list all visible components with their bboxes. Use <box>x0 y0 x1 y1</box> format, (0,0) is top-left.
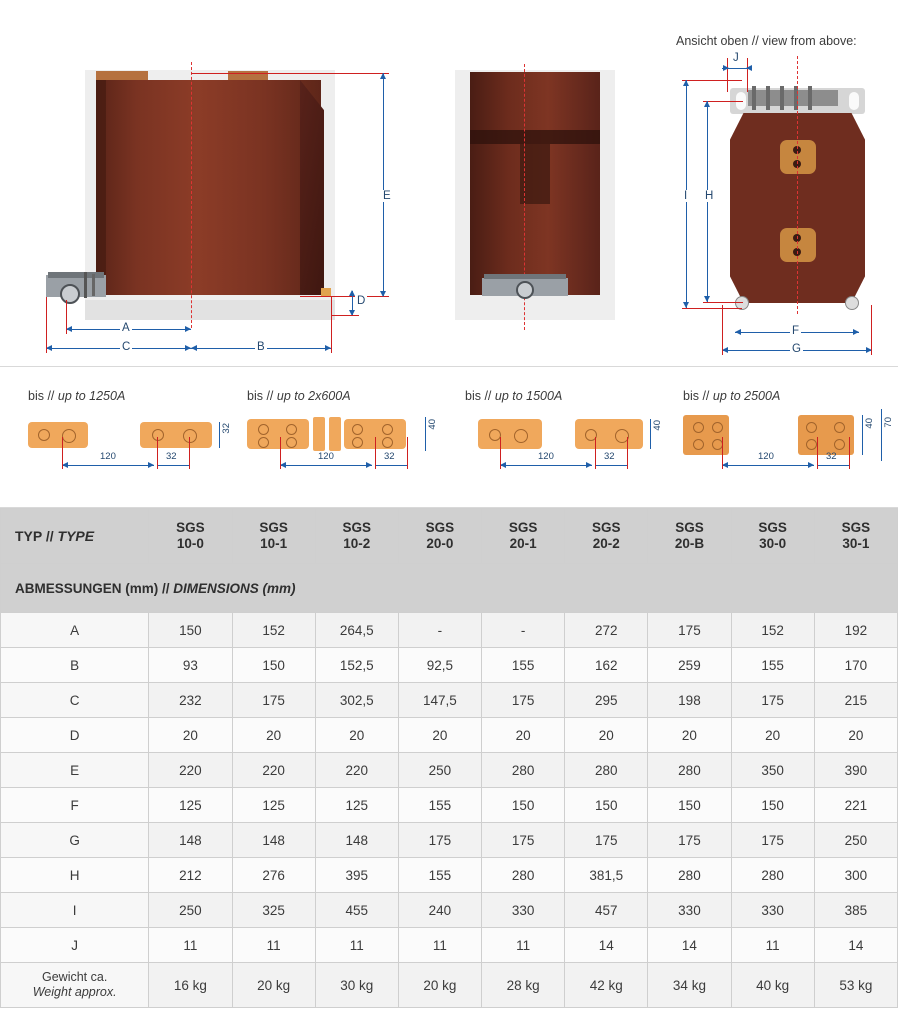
cell-B-6: 259 <box>648 648 731 683</box>
mounting-hole-icon <box>60 284 80 304</box>
row-label-E: E <box>1 753 149 788</box>
busbar-1-ext-1 <box>62 437 63 469</box>
terminal-pin-3 <box>780 86 784 110</box>
ext-line-J-left <box>727 58 728 92</box>
cell-G-7: 175 <box>731 823 814 858</box>
cell-I-6: 330 <box>648 893 731 928</box>
cell-E-6: 280 <box>648 753 731 788</box>
column-header-6: SGS 20-B <box>648 509 731 564</box>
cell-I-7: 330 <box>731 893 814 928</box>
cell-B-5: 162 <box>565 648 648 683</box>
busbar-4-dim-height2 <box>881 409 882 461</box>
cell-weight-1: 20 kg <box>232 963 315 1008</box>
cell-F-3: 155 <box>398 788 481 823</box>
cell-D-5: 20 <box>565 718 648 753</box>
busbar-2-lh1 <box>258 424 269 435</box>
cell-H-6: 280 <box>648 858 731 893</box>
cell-weight-5: 42 kg <box>565 963 648 1008</box>
cell-E-1: 220 <box>232 753 315 788</box>
base-detail-1 <box>84 272 87 298</box>
top-view-terminal-block <box>748 90 838 106</box>
busbar-1-right-hole2 <box>183 429 197 443</box>
arrow-E-down <box>380 291 386 297</box>
cell-A-4: - <box>482 613 565 648</box>
cell-J-0: 11 <box>149 928 232 963</box>
ext-line-B-right <box>331 297 332 353</box>
busbar-2-dim-height <box>425 417 426 451</box>
arrow-F-left <box>735 329 741 335</box>
cell-D-6: 20 <box>648 718 731 753</box>
busbar-3-left <box>478 419 542 449</box>
arrow-J-right <box>723 65 729 71</box>
table-row <box>1 683 898 718</box>
cell-weight-0: 16 kg <box>149 963 232 1008</box>
cell-I-3: 240 <box>398 893 481 928</box>
busbar-2-rh4 <box>382 437 393 448</box>
terminal-pin-2 <box>766 86 770 110</box>
busbar-2-dim-width <box>280 465 372 466</box>
busbar-2-spacer-1 <box>313 417 325 451</box>
busbar-4-lh3 <box>693 439 704 450</box>
dim-label-C: C <box>122 341 131 353</box>
dim-label-A: A <box>122 322 130 334</box>
busbar-title-2: bis // up to 2x600A <box>247 389 351 403</box>
cell-E-7: 350 <box>731 753 814 788</box>
cell-C-5: 295 <box>565 683 648 718</box>
busbar-2-lh2 <box>258 437 269 448</box>
table-row <box>1 893 898 928</box>
busbar-2-ext-1 <box>280 437 281 469</box>
cell-J-3: 11 <box>398 928 481 963</box>
cell-D-7: 20 <box>731 718 814 753</box>
busbar-4-dim-width <box>722 465 814 466</box>
busbar-1-height-label: 32 <box>221 423 232 434</box>
cell-C-1: 175 <box>232 683 315 718</box>
dim-label-B: B <box>257 341 265 353</box>
cell-C-2: 302,5 <box>315 683 398 718</box>
row-label-D: D <box>1 718 149 753</box>
cell-E-8: 390 <box>814 753 897 788</box>
cell-B-4: 155 <box>482 648 565 683</box>
row-label-B: B <box>1 648 149 683</box>
ext-line-G-left <box>722 305 723 355</box>
cell-E-3: 250 <box>398 753 481 788</box>
ext-line-I-top <box>682 80 742 81</box>
busbar-4-rh2 <box>834 422 845 433</box>
cell-B-0: 93 <box>149 648 232 683</box>
cell-I-2: 455 <box>315 893 398 928</box>
busbar-4-dim-height <box>862 415 863 455</box>
table-row <box>1 648 898 683</box>
busbar-2-spacer-2 <box>329 417 341 451</box>
cell-H-7: 280 <box>731 858 814 893</box>
busbar-4-ext-2 <box>817 437 818 469</box>
cell-B-8: 170 <box>814 648 897 683</box>
cell-F-1: 125 <box>232 788 315 823</box>
dim-label-I: I <box>684 190 688 202</box>
arrow-E-up <box>380 73 386 79</box>
busbar-2-spacing-label: 32 <box>384 451 395 462</box>
dim-label-D: D <box>357 295 366 307</box>
busbar-1-spacing-label: 32 <box>166 451 177 462</box>
cell-H-8: 300 <box>814 858 897 893</box>
busbar-1-dim-width <box>62 465 154 466</box>
dim-label-F: F <box>792 325 800 337</box>
cell-H-0: 212 <box>149 858 232 893</box>
busbar-3-ext-3 <box>627 437 628 469</box>
busbar-2-height-label: 40 <box>427 419 438 430</box>
column-header-4: SGS 20-1 <box>482 509 565 564</box>
busbar-1-dim-spacing <box>157 465 189 466</box>
dim-label-G: G <box>792 343 801 355</box>
cell-H-4: 280 <box>482 858 565 893</box>
cell-G-6: 175 <box>648 823 731 858</box>
arrow-F-right <box>853 329 859 335</box>
busbar-4-width-label: 120 <box>758 451 774 462</box>
row-label-H: H <box>1 858 149 893</box>
mount-slot-right <box>849 92 859 110</box>
cell-G-1: 148 <box>232 823 315 858</box>
cell-G-0: 148 <box>149 823 232 858</box>
ext-line-I-bottom <box>682 308 742 309</box>
column-header-1: SGS 10-1 <box>232 509 315 564</box>
busbar-4-lh1 <box>693 422 704 433</box>
table-row <box>1 823 898 858</box>
table-row <box>1 718 898 753</box>
cell-B-2: 152,5 <box>315 648 398 683</box>
cell-weight-6: 34 kg <box>648 963 731 1008</box>
busbar-1-right <box>140 422 212 448</box>
row-label-G: G <box>1 823 149 858</box>
center-line-front <box>191 62 192 328</box>
cell-A-8: 192 <box>814 613 897 648</box>
cell-H-5: 381,5 <box>565 858 648 893</box>
arrow-B-left <box>191 345 197 351</box>
table-row-weight <box>1 963 898 1008</box>
arrow-J-left <box>746 65 752 71</box>
table-row <box>1 788 898 823</box>
busbar-4-lh2 <box>712 422 723 433</box>
cell-weight-7: 40 kg <box>731 963 814 1008</box>
arrow-I-up <box>683 80 689 86</box>
column-header-5: SGS 20-2 <box>565 509 648 564</box>
top-slot-2 <box>780 228 816 262</box>
busbar-1-ext-3 <box>189 437 190 469</box>
ext-line-A-left <box>66 300 67 334</box>
table-corner-header: TYP // TYPE <box>1 509 149 564</box>
cell-C-6: 198 <box>648 683 731 718</box>
busbar-3-dim-height <box>650 419 651 449</box>
ext-line-E-top <box>191 73 389 74</box>
terminal-pin-1 <box>752 86 756 110</box>
insulator-body-front <box>96 80 321 295</box>
busbar-4-rh4 <box>834 439 845 450</box>
table-row <box>1 613 898 648</box>
busbar-3-dim-spacing <box>595 465 627 466</box>
cell-H-2: 395 <box>315 858 398 893</box>
top-slot-1 <box>780 140 816 174</box>
busbar-3-height-label: 40 <box>652 420 663 431</box>
busbar-2-dim-spacing <box>375 465 407 466</box>
row-label-J: J <box>1 928 149 963</box>
section-header-cell: ABMESSUNGEN (mm) // DIMENSIONS (mm) <box>1 564 898 613</box>
cell-weight-4: 28 kg <box>482 963 565 1008</box>
cell-F-6: 150 <box>648 788 731 823</box>
cell-J-1: 11 <box>232 928 315 963</box>
side-groove-1 <box>470 130 600 144</box>
dim-line-C <box>46 348 191 349</box>
cell-A-3: - <box>398 613 481 648</box>
cell-D-4: 20 <box>482 718 565 753</box>
center-line-top <box>797 56 798 314</box>
busbar-4-height-label: 40 <box>864 418 875 429</box>
base-detail-2 <box>92 274 95 296</box>
busbar-4-ext-1 <box>722 437 723 469</box>
dim-label-H: H <box>705 190 714 202</box>
cell-I-0: 250 <box>149 893 232 928</box>
cell-F-2: 125 <box>315 788 398 823</box>
busbar-4-rh1 <box>806 422 817 433</box>
cell-D-8: 20 <box>814 718 897 753</box>
ext-line-G-right <box>871 305 872 355</box>
cell-A-6: 175 <box>648 613 731 648</box>
cell-I-8: 385 <box>814 893 897 928</box>
cell-D-2: 20 <box>315 718 398 753</box>
cell-C-4: 175 <box>482 683 565 718</box>
cell-J-5: 14 <box>565 928 648 963</box>
cell-C-7: 175 <box>731 683 814 718</box>
cell-J-4: 11 <box>482 928 565 963</box>
cell-weight-2: 30 kg <box>315 963 398 1008</box>
side-base-plate <box>484 274 566 279</box>
arrow-I-down <box>683 302 689 308</box>
cell-E-5: 280 <box>565 753 648 788</box>
busbar-2-width-label: 120 <box>318 451 334 462</box>
cell-F-7: 150 <box>731 788 814 823</box>
row-label-I: I <box>1 893 149 928</box>
cell-weight-8: 53 kg <box>814 963 897 1008</box>
insulator-body-shadow <box>96 80 106 295</box>
cell-C-3: 147,5 <box>398 683 481 718</box>
cell-I-1: 325 <box>232 893 315 928</box>
column-header-3: SGS 20-0 <box>398 509 481 564</box>
cell-J-2: 11 <box>315 928 398 963</box>
side-mounting-hole-icon <box>516 281 534 299</box>
terminal-pin-5 <box>808 86 812 110</box>
column-header-2: SGS 10-2 <box>315 509 398 564</box>
busbar-variants-row <box>0 367 898 508</box>
arrow-A-right <box>185 326 191 332</box>
row-label-A: A <box>1 613 149 648</box>
busbar-4-arrow-r <box>808 462 814 468</box>
busbar-1-arrow-r <box>148 462 154 468</box>
dimensions-table <box>0 508 898 1008</box>
cell-C-0: 232 <box>149 683 232 718</box>
table-row <box>1 858 898 893</box>
busbar-3-spacing-label: 32 <box>604 451 615 462</box>
busbar-4-ext-3 <box>849 437 850 469</box>
row-label-weight: Gewicht ca. Weight approx. <box>1 963 149 1008</box>
ext-line-H-bottom <box>703 302 743 303</box>
column-header-0: SGS 10-0 <box>149 509 232 564</box>
busbar-3-arrow-r <box>586 462 592 468</box>
busbar-1-right-hole1 <box>152 429 164 441</box>
cell-G-3: 175 <box>398 823 481 858</box>
column-header-7: SGS 30-0 <box>731 509 814 564</box>
busbar-3-ext-2 <box>595 437 596 469</box>
technical-drawing-area <box>0 0 898 367</box>
cell-C-8: 215 <box>814 683 897 718</box>
busbar-2-rh3 <box>382 424 393 435</box>
busbar-2-ext-2 <box>375 437 376 469</box>
busbar-2-rh1 <box>352 424 363 435</box>
busbar-title-1: bis // up to 1250A <box>28 389 126 403</box>
busbar-3-dim-width <box>500 465 592 466</box>
dim-line-E <box>383 73 384 296</box>
busbar-1-width-label: 120 <box>100 451 116 462</box>
cell-weight-3: 20 kg <box>398 963 481 1008</box>
busbar-4-rh3 <box>806 439 817 450</box>
busbar-1-left <box>28 422 88 448</box>
ext-line-D <box>331 315 359 316</box>
dim-label-E: E <box>383 190 391 202</box>
cell-B-7: 155 <box>731 648 814 683</box>
top-view-label: Ansicht oben // view from above: <box>676 34 857 48</box>
section-header-dimensions <box>1 564 898 613</box>
ext-line-J-right <box>747 58 748 92</box>
dim-label-J: J <box>733 52 739 64</box>
cell-A-0: 150 <box>149 613 232 648</box>
busbar-2-left <box>247 419 309 449</box>
column-header-8: SGS 30-1 <box>814 509 897 564</box>
cell-G-5: 175 <box>565 823 648 858</box>
cell-H-3: 155 <box>398 858 481 893</box>
cell-J-6: 14 <box>648 928 731 963</box>
arrow-C-right <box>185 345 191 351</box>
busbar-4-spacing-label: 32 <box>826 451 837 462</box>
cell-E-0: 220 <box>149 753 232 788</box>
busbar-4-dim-spacing <box>817 465 849 466</box>
busbar-2-lh4 <box>286 437 297 448</box>
busbar-4-right <box>798 415 854 455</box>
arrow-H-down <box>704 296 710 302</box>
cell-D-3: 20 <box>398 718 481 753</box>
busbar-3-ext-1 <box>500 437 501 469</box>
cell-D-1: 20 <box>232 718 315 753</box>
cell-I-4: 330 <box>482 893 565 928</box>
copper-terminal-left <box>96 71 148 80</box>
cell-F-5: 150 <box>565 788 648 823</box>
insulator-body-bevel <box>300 80 324 295</box>
cell-E-4: 280 <box>482 753 565 788</box>
table-row <box>1 928 898 963</box>
ext-line-C-left <box>46 297 47 353</box>
cell-F-4: 150 <box>482 788 565 823</box>
arrow-H-up <box>704 101 710 107</box>
busbar-2-arrow-r <box>366 462 372 468</box>
cell-A-7: 152 <box>731 613 814 648</box>
busbar-4-height2-label: 70 <box>883 417 894 428</box>
busbar-1-dim-height <box>219 422 220 448</box>
mounting-base-plate <box>48 272 104 278</box>
table-row <box>1 753 898 788</box>
cell-F-8: 221 <box>814 788 897 823</box>
row-label-F: F <box>1 788 149 823</box>
busbar-1-left-hole2 <box>62 429 76 443</box>
cell-E-2: 220 <box>315 753 398 788</box>
cell-A-5: 272 <box>565 613 648 648</box>
cell-G-8: 250 <box>814 823 897 858</box>
busbar-title-3: bis // up to 1500A <box>465 389 563 403</box>
cell-B-1: 150 <box>232 648 315 683</box>
cell-F-0: 125 <box>149 788 232 823</box>
busbar-2-rh2 <box>352 437 363 448</box>
busbar-1-left-hole1 <box>38 429 50 441</box>
cell-B-3: 92,5 <box>398 648 481 683</box>
cell-J-8: 14 <box>814 928 897 963</box>
busbar-1-ext-2 <box>157 437 158 469</box>
elevation-floor <box>85 300 335 320</box>
cell-D-0: 20 <box>149 718 232 753</box>
cell-H-1: 276 <box>232 858 315 893</box>
busbar-2-lh3 <box>286 424 297 435</box>
cell-A-1: 152 <box>232 613 315 648</box>
table-header-row <box>1 509 898 564</box>
cell-I-5: 457 <box>565 893 648 928</box>
top-fix-hole-right <box>845 296 859 310</box>
row-label-C: C <box>1 683 149 718</box>
cell-J-7: 11 <box>731 928 814 963</box>
busbar-title-4: bis // up to 2500A <box>683 389 781 403</box>
cell-A-2: 264,5 <box>315 613 398 648</box>
busbar-3-width-label: 120 <box>538 451 554 462</box>
cell-G-2: 148 <box>315 823 398 858</box>
busbar-2-ext-3 <box>407 437 408 469</box>
ext-line-E-bottom <box>300 296 389 297</box>
cell-G-4: 175 <box>482 823 565 858</box>
busbar-3-lh2 <box>514 429 528 443</box>
